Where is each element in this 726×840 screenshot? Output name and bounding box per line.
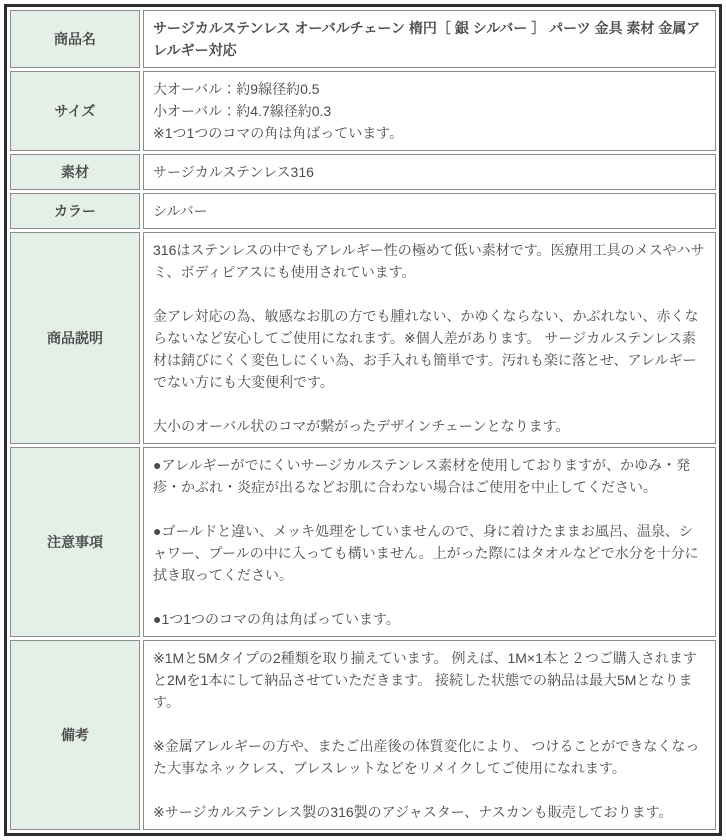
row-header-color: カラー <box>10 193 140 229</box>
row-header-description: 商品説明 <box>10 232 140 444</box>
paragraph: ●アレルギーがでにくいサージカルステンレス素材を使用しておりますが、かゆみ・発疹・かぶれ・炎症が出るなどお肌に合わない場合はご使用を中止してください。 <box>153 457 691 495</box>
table-row <box>10 154 716 190</box>
paragraph: 金アレ対応の為、敏感なお肌の方でも腫れない、かゆくならない、かぶれない、赤くならないなど安心してご使用になれます。※個人差があります。 サージカルステンレス素材は錆びにくく変色しにくい為、お手入れも簡単です。汚れも楽に落とせ、アレルギーでない方にも大変便利です。 <box>153 308 699 390</box>
paragraph: ●1つ1つのコマの角は角ばっています。 <box>153 611 400 627</box>
paragraph: ※1つ1つのコマの角は角ばっています。 <box>153 125 404 141</box>
paragraph: ※金属アレルギーの方や、またご出産後の体質変化により、 つけることができなくなった大事なネックレス、ブレスレットなどをリメイクしてご使用になれます。 <box>153 738 700 776</box>
row-header-size: サイズ <box>10 71 140 151</box>
paragraph: 小オーバル：約4.7線径約0.3 <box>153 103 332 119</box>
table-row <box>10 447 716 637</box>
paragraph: シルバー <box>153 203 208 219</box>
row-content-material <box>143 154 716 190</box>
row-content-size <box>143 71 716 151</box>
row-header-notes: 備考 <box>10 640 140 830</box>
paragraph: ※サージカルステンレス製の316製のアジャスター、ナスカンも販売しております。 <box>153 804 673 820</box>
paragraph: ●ゴールドと違い、メッキ処理をしていませんので、身に着けたままお風呂、温泉、シャワー、プールの中に入っても構いません。上がった際にはタオルなどで水分を十分に拭き取ってください。 <box>153 523 699 583</box>
paragraph: 大小のオーバル状のコマが繋がったデザインチェーンとなります。 <box>153 418 570 434</box>
row-content-notes <box>143 640 716 830</box>
table-row <box>10 193 716 229</box>
row-content-description <box>143 232 716 444</box>
row-header-precautions: 注意事項 <box>10 447 140 637</box>
paragraph: サージカルステンレス316 <box>153 164 314 180</box>
product-spec-table <box>4 4 722 836</box>
paragraph: 316はステンレスの中でもアレルギー性の極めて低い素材です。医療用工具のメスやハサミ、ボディピアスにも使用されています。 <box>153 242 705 280</box>
table-row <box>10 232 716 444</box>
row-header-product-name: 商品名 <box>10 10 140 68</box>
row-header-material: 素材 <box>10 154 140 190</box>
row-content-precautions <box>143 447 716 637</box>
product-spec-table-body <box>10 10 716 830</box>
row-content-product-name <box>143 10 716 68</box>
table-row <box>10 640 716 830</box>
paragraph: サージカルステンレス オーバルチェーン 楕円［ 銀 シルバー ］ パーツ 金具 素材 金属アレルギー対応 <box>153 20 701 58</box>
table-row <box>10 71 716 151</box>
table-row <box>10 10 716 68</box>
row-content-color <box>143 193 716 229</box>
paragraph: 大オーバル：約9線径約0.5 <box>153 81 320 97</box>
paragraph: ※1Mと5Mタイプの2種類を取り揃えています。 例えば、1M×1本と２つご購入されますと2Mを1本にして納品させていただきます。 接続した状態での納品は最大5Mとなります。 <box>153 650 697 710</box>
